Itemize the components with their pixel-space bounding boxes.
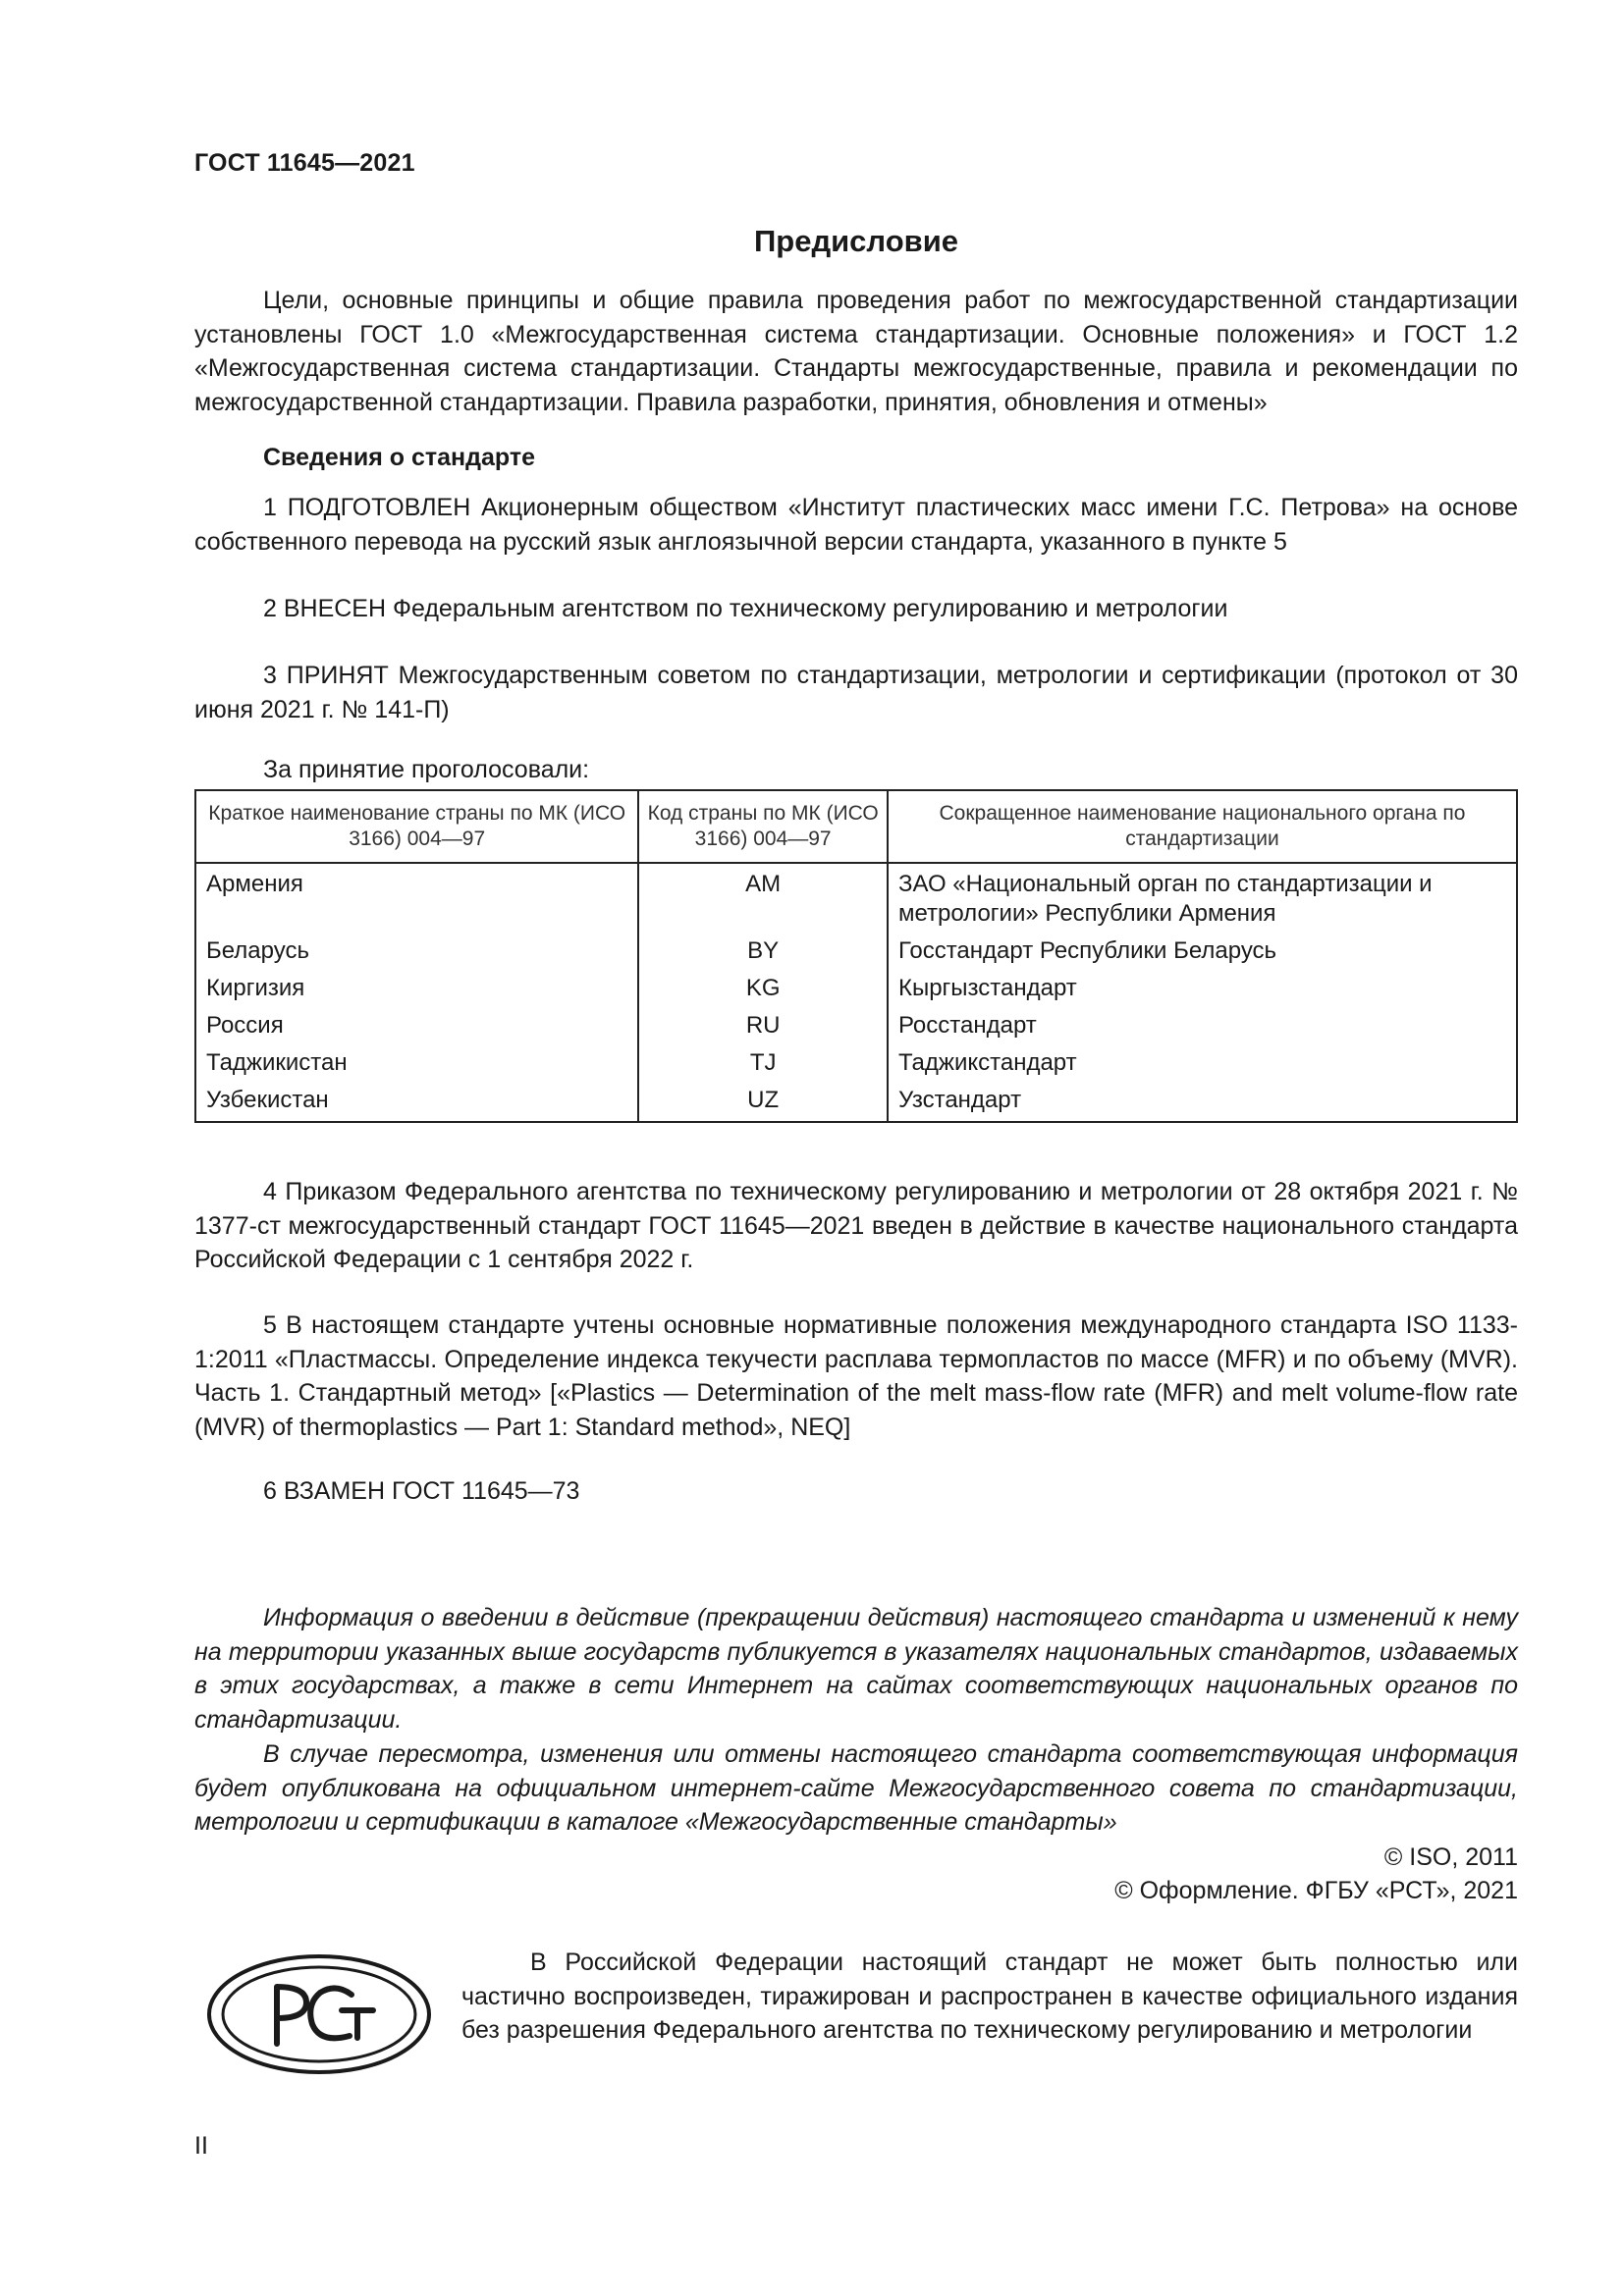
column-header-code: Код страны по МК (ИСО 3166) 004—97 <box>638 790 888 863</box>
country-cell: Беларусь <box>195 933 638 970</box>
standard-info-heading: Сведения о стандарте <box>263 444 536 471</box>
vote-intro: За принятие проголосовали: <box>263 756 590 783</box>
document-page <box>194 0 1518 2296</box>
country-cell: Россия <box>195 1007 638 1044</box>
item-replaces: 6 ВЗАМЕН ГОСТ 11645—73 <box>263 1477 580 1505</box>
info-notice-paragraph-2: В случае пересмотра, изменения или отмены настоящего стандарта соответствующая информация будет опубликована на официальном интернет-сайте Межгосударственного совета по стандартизации, метрологии и сертификации в каталоге «Межгосударственные стандарты» <box>194 1740 1518 1836</box>
item-introduced: 2 ВНЕСЕН Федеральным агентством по техническому регулированию и метрологии <box>263 595 1228 622</box>
body-cell: Узстандарт <box>888 1082 1517 1122</box>
code-cell: KG <box>638 970 888 1007</box>
page-number: II <box>194 2132 208 2160</box>
column-header-body: Сокращенное наименование национального органа по стандартизации <box>888 790 1517 863</box>
rst-certification-mark-icon <box>206 1953 432 2075</box>
body-cell: Таджикстандарт <box>888 1044 1517 1082</box>
code-cell: BY <box>638 933 888 970</box>
voting-table <box>194 789 1518 1123</box>
country-cell: Таджикистан <box>195 1044 638 1082</box>
body-cell: ЗАО «Национальный орган по стандартизации и метрологии» Республики Армения <box>888 863 1517 933</box>
country-cell: Узбекистан <box>195 1082 638 1122</box>
document-code: ГОСТ 11645—2021 <box>194 149 415 177</box>
item-adopted: 3 ПРИНЯТ Межгосударственным советом по стандартизации, метрологии и сертификации (протокол от 30 июня 2021 г. № 141-П) <box>194 662 1518 723</box>
table-row <box>195 970 1517 1007</box>
table-row <box>195 1082 1517 1122</box>
code-cell: RU <box>638 1007 888 1044</box>
intro-paragraph: Цели, основные принципы и общие правила проведения работ по межгосударственной стандартизации установлены ГОСТ 1.0 «Межгосударственная система стандартизации. Основные положения» и ГОСТ 1.2 «Межгосударственная система стандартизации. Стандарты межгосударственные, правила и рекомендации по межгосударственной стандартизации. Правила разработки, принятия, обновления и отмены» <box>194 287 1518 416</box>
copyright-iso: © ISO, 2011 <box>1383 1843 1518 1871</box>
body-cell: Госстандарт Республики Беларусь <box>888 933 1517 970</box>
copyright-design: © Оформление. ФГБУ «РСТ», 2021 <box>1114 1877 1518 1904</box>
table-row <box>195 1044 1517 1082</box>
info-notice-paragraph-1: Информация о введении в действие (прекращении действия) настоящего стандарта и изменений к нему на территории указанных выше государств публикуется в указателях национальных стандартов, издаваемых в этих государствах, а также в сети Интернет на сайтах соответствующих национальных органов по стандартизации. <box>194 1604 1518 1734</box>
code-cell: AM <box>638 863 888 933</box>
reproduction-notice: В Российской Федерации настоящий стандарт не может быть полностью или частично воспроизведен, тиражирован и распространен в качестве официального издания без разрешения Федерального агентства по техническому регулированию и метрологии <box>461 1949 1518 2044</box>
body-cell: Росстандарт <box>888 1007 1517 1044</box>
table-row <box>195 933 1517 970</box>
code-cell: TJ <box>638 1044 888 1082</box>
table-row <box>195 1007 1517 1044</box>
body-cell: Кыргызстандарт <box>888 970 1517 1007</box>
item-iso-reference: 5 В настоящем стандарте учтены основные нормативные положения международного стандарта ISO 1133-1:2011 «Пластмассы. Определение индекса текучести расплава термопластов по массе (MFR) и по объему (MVR). Часть 1. Стандартный метод» [«Plastics — Determination of the melt mass-flow rate (MFR) and melt volume-flow rate (MVR) of thermoplastics — Part 1: Standard method», NEQ] <box>194 1311 1518 1441</box>
item-enacted: 4 Приказом Федерального агентства по техническому регулированию и метрологии от 28 октября 2021 г. № 1377-ст межгосударственный стандарт ГОСТ 11645—2021 введен в действие в качестве национального стандарта Российской Федерации с 1 сентября 2022 г. <box>194 1178 1518 1273</box>
code-cell: UZ <box>638 1082 888 1122</box>
table-row <box>195 863 1517 933</box>
country-cell: Армения <box>195 863 638 933</box>
country-cell: Киргизия <box>195 970 638 1007</box>
column-header-country: Краткое наименование страны по МК (ИСО 3166) 004—97 <box>195 790 638 863</box>
table-header-row <box>195 790 1517 863</box>
page-title: Предисловие <box>753 224 958 258</box>
item-prepared: 1 ПОДГОТОВЛЕН Акционерным обществом «Институт пластических масс имени Г.С. Петрова» на основе собственного перевода на русский язык англоязычной версии стандарта, указанного в пункте 5 <box>194 494 1518 556</box>
